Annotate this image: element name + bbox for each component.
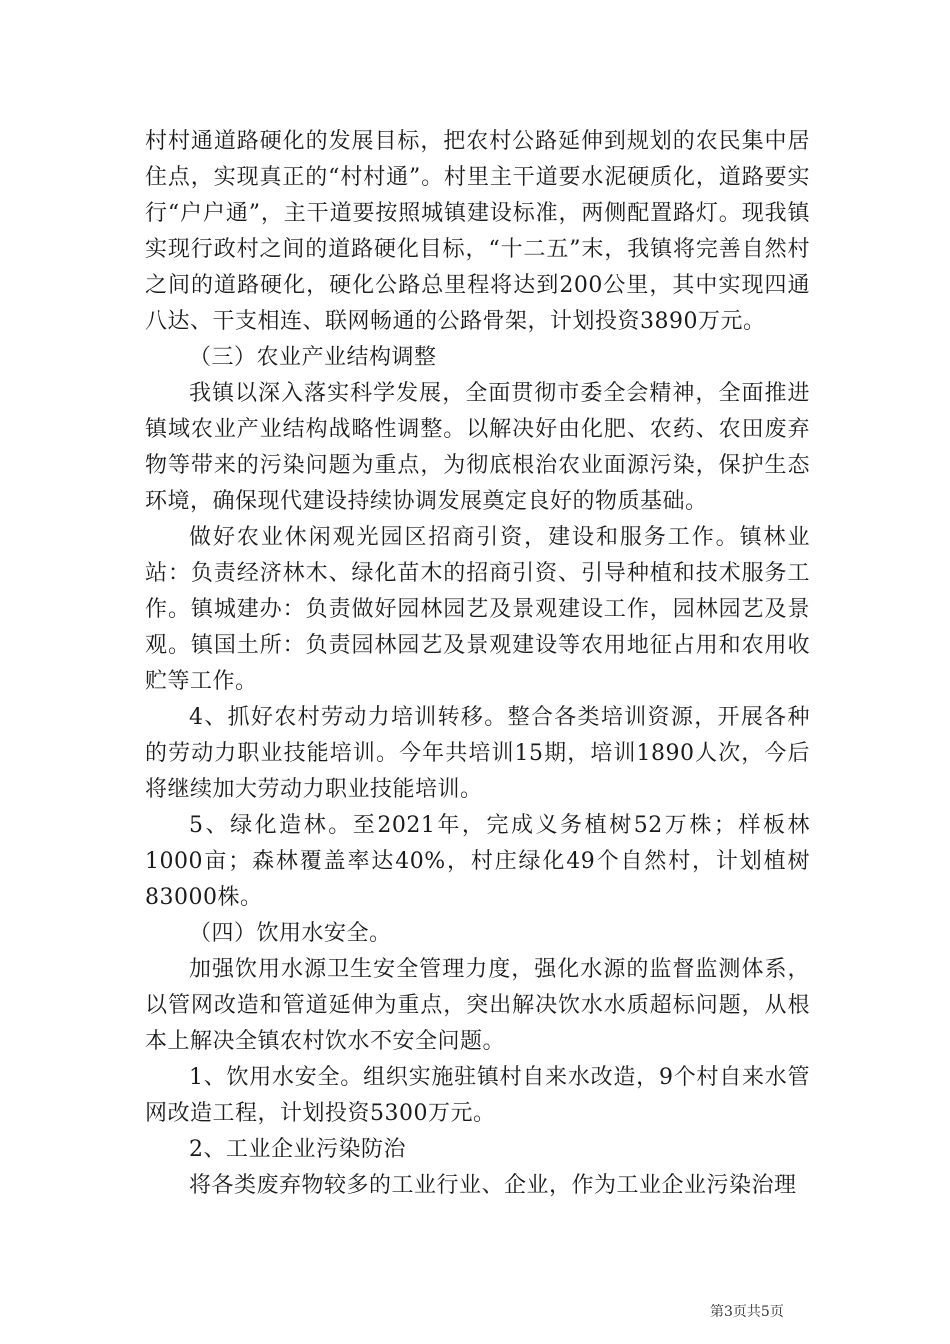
paragraph-water-safety: 1、饮用水安全。组织实施驻镇村自来水改造，9个村自来水管网改造工程，计划投资5300万元。 <box>145 1065 810 1126</box>
paragraph-afforestation: 5、绿化造林。至2021年，完成义务植树52万株；样板林1000亩；森林覆盖率达40%，村庄绿化49个自然村，计划植树83000株。 <box>145 813 810 910</box>
paragraph-agriculture-adjustment: 我镇以深入落实科学发展，全面贯彻市委全会精神，全面推进镇域农业产业结构战略性调整。以解决好由化肥、农药、农田废弃物等带来的污染问题为重点，为彻底根治农业面源污染，保护生态环境，确保现代建设持续协调发展奠定良好的物质基础。 <box>145 381 810 514</box>
heading-agriculture-structure: （三）农业产业结构调整 <box>189 345 437 370</box>
paragraph-industrial-waste: 将各类废弃物较多的工业行业、企业，作为工业企业污染治理 <box>189 1173 797 1198</box>
paragraph-leisure-park: 做好农业休闲观光园区招商引资，建设和服务工作。镇林业站：负责经济林木、绿化苗木的招商引资、引导种植和技术服务工作。镇城建办：负责做好园林园艺及景观建设工作，园林园艺及景观。镇国土所：负责园林园艺及景观建设等农用地征占用和农用收贮等工作。 <box>145 525 810 694</box>
page-number: 第3页共5页 <box>710 1304 784 1320</box>
paragraph-labor-training: 4、抓好农村劳动力培训转移。整合各类培训资源，开展各种的劳动力职业技能培训。今年共培训15期，培训1890人次，今后将继续加大劳动力职业技能培训。 <box>145 705 810 802</box>
heading-drinking-water: （四）饮用水安全。 <box>189 921 392 946</box>
document-body <box>145 124 810 1204</box>
heading-industrial-pollution: 2、工业企业污染防治 <box>189 1137 406 1162</box>
paragraph-water-management: 加强饮用水源卫生安全管理力度，强化水源的监督监测体系，以管网改造和管道延伸为重点，突出解决饮水水质超标问题，从根本上解决全镇农村饮水不安全问题。 <box>145 957 810 1054</box>
paragraph-road-hardening: 村村通道路硬化的发展目标，把农村公路延伸到规划的农民集中居住点，实现真正的“村村通”。村里主干道要水泥硬质化，道路要实行“户户通”，主干道要按照城镇建设标准，两侧配置路灯。现我镇实现行政村之间的道路硬化目标，“十二五”末，我镇将完善自然村之间的道路硬化，硬化公路总里程将达到200公里，其中实现四通八达、干支相连、联网畅通的公路骨架，计划投资3890万元。 <box>145 129 810 334</box>
